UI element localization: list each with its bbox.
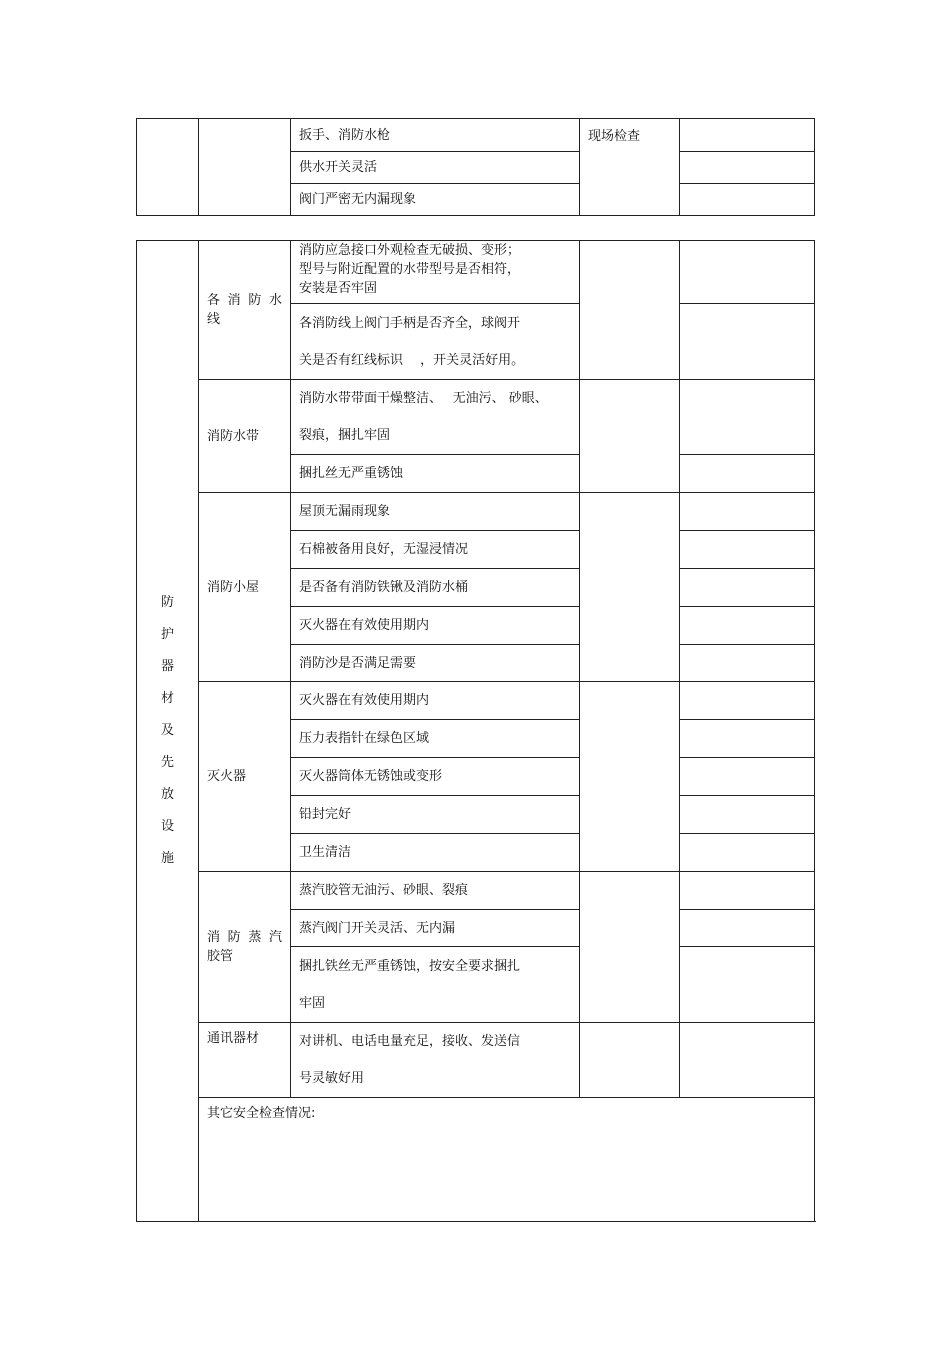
group-name-line: 各消防水	[207, 293, 282, 308]
result-cell[interactable]	[680, 910, 815, 947]
category-char: 器	[160, 659, 174, 674]
check-item: 蒸汽胶管无油污、砂眼、裂痕	[291, 872, 580, 910]
other-inspection-notes[interactable]	[199, 1098, 815, 1222]
check-item	[291, 241, 580, 304]
inspection-table-top	[136, 118, 815, 216]
result-cell[interactable]	[680, 1023, 815, 1098]
check-item	[291, 947, 580, 1023]
group-name-line: 胶管	[207, 949, 234, 964]
result-cell[interactable]	[680, 241, 815, 304]
result-cell[interactable]	[680, 872, 815, 910]
result-cell[interactable]	[680, 304, 815, 380]
check-item-line: 捆扎铁丝无严重锈蚀，按安全要求捆扎	[299, 958, 521, 974]
group-hut: 消防小屋	[199, 493, 291, 682]
check-item: 铅封完好	[291, 796, 580, 834]
check-item: 灭火器在有效使用期内	[291, 607, 580, 645]
group-hydrant-line	[199, 241, 291, 380]
check-item	[291, 380, 580, 455]
category-char: 防	[160, 595, 174, 610]
group-communication: 通讯器材	[199, 1023, 291, 1098]
check-item: 消防沙是否满足需要	[291, 645, 580, 682]
check-item: 扳手、消防水枪	[291, 119, 580, 152]
category-cell	[137, 119, 199, 216]
check-item: 阀门严密无内漏现象	[291, 184, 580, 216]
category-protective-equipment	[137, 241, 199, 1222]
group-hose: 消防水带	[199, 380, 291, 493]
category-char: 先	[160, 755, 174, 770]
group-name-line: 消防蒸汽	[207, 930, 282, 945]
method-cell	[580, 682, 680, 872]
group-steam-hose	[199, 872, 291, 1023]
subcategory-cell	[199, 119, 291, 216]
check-item: 灭火器在有效使用期内	[291, 682, 580, 720]
check-item	[291, 304, 580, 380]
method-cell	[580, 380, 680, 493]
result-cell[interactable]	[680, 682, 815, 720]
check-item-line: 消防水带带面干燥整洁、 无油污、 砂眼、	[299, 391, 548, 406]
category-char: 放	[160, 787, 174, 802]
check-item: 屋顶无漏雨现象	[291, 493, 580, 531]
result-cell[interactable]	[680, 758, 815, 796]
other-inspection-label: 其它安全检查情况:	[207, 1106, 316, 1121]
result-cell[interactable]	[680, 493, 815, 531]
result-cell[interactable]	[680, 569, 815, 607]
result-cell[interactable]	[680, 152, 815, 184]
check-item: 是否备有消防铁锹及消防水桶	[291, 569, 580, 607]
check-item-line: 裂痕，捆扎牢固	[299, 428, 391, 443]
method-cell	[580, 872, 680, 1023]
method-cell	[580, 1023, 680, 1098]
category-char: 护	[160, 627, 174, 642]
method-cell	[580, 241, 680, 380]
check-method: 现场检查	[580, 119, 680, 216]
category-char: 及	[160, 723, 174, 738]
method-cell	[580, 493, 680, 682]
result-cell[interactable]	[680, 947, 815, 1023]
result-cell[interactable]	[680, 834, 815, 872]
check-item-line: 对讲机、电话电量充足，接收、发送信	[299, 1034, 521, 1049]
check-item-line: 号灵敏好用	[299, 1071, 365, 1086]
result-cell[interactable]	[680, 607, 815, 645]
check-item	[291, 1023, 580, 1098]
check-item-line: 关是否有红线标识 ，开关灵活好用。	[299, 352, 525, 368]
check-item: 石棉被备用良好，无湿浸情况	[291, 531, 580, 569]
check-item: 压力表指针在绿色区域	[291, 720, 580, 758]
category-char: 设	[160, 819, 174, 834]
result-cell[interactable]	[680, 380, 815, 455]
category-char: 材	[160, 691, 174, 706]
result-cell[interactable]	[680, 720, 815, 758]
check-item: 灭火器筒体无锈蚀或变形	[291, 758, 580, 796]
check-item: 供水开关灵活	[291, 152, 580, 184]
check-item-line: 安装是否牢固	[299, 281, 378, 296]
check-item-line: 型号与附近配置的水带型号是否相符，	[299, 262, 521, 277]
check-item: 蒸汽阀门开关灵活、无内漏	[291, 910, 580, 947]
result-cell[interactable]	[680, 119, 815, 152]
result-cell[interactable]	[680, 796, 815, 834]
inspection-table-main	[136, 240, 815, 1222]
result-cell[interactable]	[680, 645, 815, 682]
check-item-line: 牢固	[299, 995, 326, 1011]
check-item: 捆扎丝无严重锈蚀	[291, 455, 580, 493]
group-name-line: 线	[207, 312, 221, 327]
result-cell[interactable]	[680, 531, 815, 569]
group-extinguisher: 灭火器	[199, 682, 291, 872]
result-cell[interactable]	[680, 455, 815, 493]
result-cell[interactable]	[680, 184, 815, 216]
check-item-line: 各消防线上阀门手柄是否齐全，球阀开	[299, 315, 521, 331]
category-char: 施	[160, 851, 174, 866]
check-item: 卫生清洁	[291, 834, 580, 872]
check-item-line: 消防应急接口外观检查无破损、变形；	[299, 243, 521, 258]
